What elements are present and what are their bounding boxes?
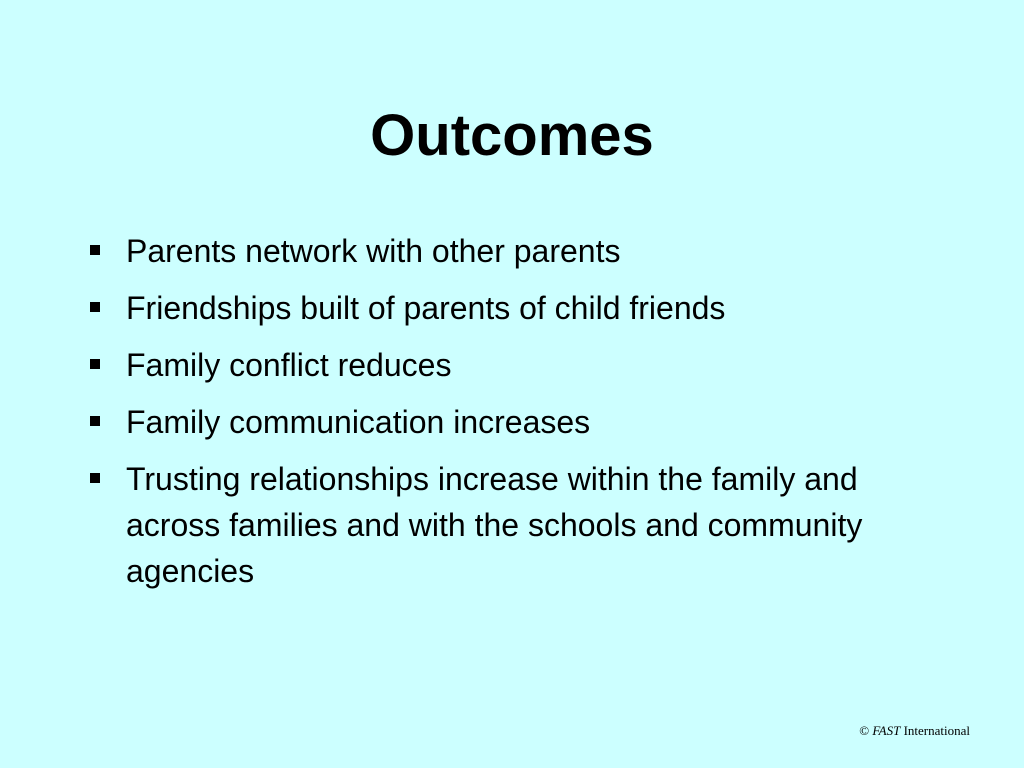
bullet-item xyxy=(88,399,888,445)
footer-org: International xyxy=(903,723,970,738)
square-bullet-icon xyxy=(90,473,100,483)
bullet-list xyxy=(88,228,888,605)
copyright-symbol: © xyxy=(859,723,870,738)
bullet-item xyxy=(88,456,888,594)
bullet-text: Trusting relationships increase within the family and across families and with the schools and community agencies xyxy=(126,461,863,589)
bullet-text: Family conflict reduces xyxy=(126,347,452,383)
square-bullet-icon xyxy=(90,245,100,255)
square-bullet-icon xyxy=(90,416,100,426)
copyright-footer xyxy=(859,722,970,740)
bullet-item xyxy=(88,228,888,274)
bullet-text: Family communication increases xyxy=(126,404,591,440)
bullet-text: Parents network with other parents xyxy=(126,233,621,269)
square-bullet-icon xyxy=(90,359,100,369)
bullet-text: Friendships built of parents of child friends xyxy=(126,290,726,326)
slide-title: Outcomes xyxy=(370,103,654,168)
bullet-item xyxy=(88,285,888,331)
footer-brand: FAST xyxy=(872,723,901,738)
bullet-item xyxy=(88,342,888,388)
square-bullet-icon xyxy=(90,302,100,312)
